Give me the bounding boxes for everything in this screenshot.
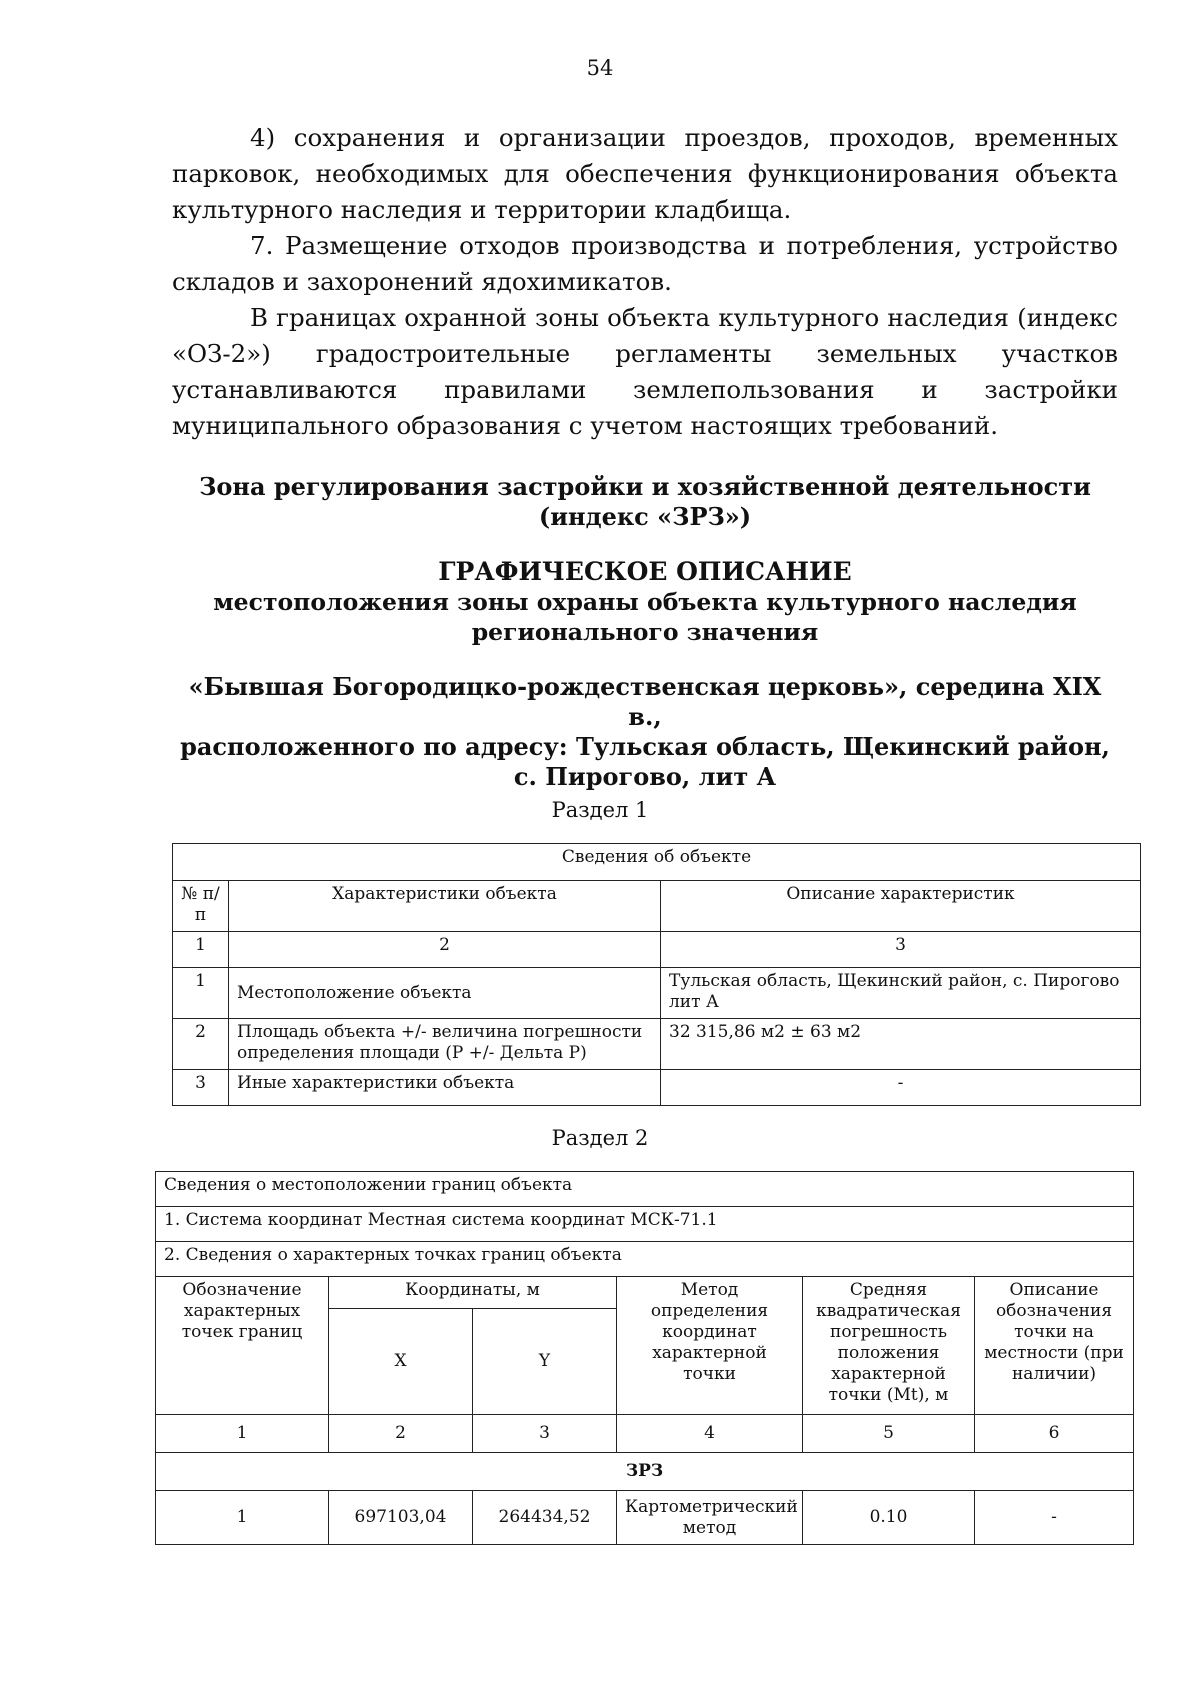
x-coordinate: 697103,04 (329, 1491, 473, 1545)
column-header: Описание обозначения точки на местности (при наличии) (975, 1277, 1134, 1415)
section-2-label: Раздел 2 (551, 1126, 649, 1150)
section-1-label: Раздел 1 (551, 798, 649, 822)
column-number: 6 (975, 1415, 1134, 1453)
column-number: 1 (156, 1415, 329, 1453)
column-header: Характеристики объекта (229, 881, 661, 932)
table-row (173, 968, 1141, 1019)
characteristic-value: Тульская область, Щекинский район, с. Пирогово лит А (661, 968, 1141, 1019)
row-number: 2 (173, 1019, 229, 1070)
graphic-subtitle-line: регионального значения (471, 618, 819, 646)
zone-heading (172, 472, 1118, 532)
point-description: - (975, 1491, 1134, 1545)
table-row (173, 1070, 1141, 1106)
column-header: № п/п (173, 881, 229, 932)
table-row (173, 1019, 1141, 1070)
body-text (172, 120, 1118, 444)
column-number: 3 (473, 1415, 617, 1453)
table-section-row: 1. Система координат Местная система координат МСК-71.1 (156, 1207, 1134, 1242)
column-number: 1 (173, 932, 229, 968)
zone-label: ЗРЗ (156, 1453, 1134, 1491)
x-header: X (329, 1309, 473, 1415)
table-row (156, 1491, 1134, 1545)
y-coordinate: 264434,52 (473, 1491, 617, 1545)
column-header: Обозначение характерных точек границ (156, 1277, 329, 1415)
boundary-points-table (155, 1171, 1134, 1545)
coordinates-header: Координаты, м (329, 1277, 617, 1309)
column-number: 2 (229, 932, 661, 968)
object-heading (172, 672, 1118, 792)
table-title: Сведения об объекте (173, 844, 1141, 881)
table-section-row: Сведения о местоположении границ объекта (156, 1172, 1134, 1207)
column-header: Метод определения координат характерной точки (617, 1277, 803, 1415)
object-heading-line: расположенного по адресу: Тульская область, Щекинский район, (180, 732, 1110, 761)
paragraph: В границах охранной зоны объекта культурного наследия (индекс «ОЗ-2») градостроительные регламенты земельных участков устанавливаются правилами землепользования и застройки муниципального образования с учетом настоящих требований. (172, 303, 1118, 440)
column-number: 3 (661, 932, 1141, 968)
characteristic-name: Площадь объекта +/- величина погрешности определения площади (P +/- Дельта P) (229, 1019, 661, 1070)
column-number: 2 (329, 1415, 473, 1453)
zone-heading-line: Зона регулирования застройки и хозяйственной деятельности (199, 472, 1091, 501)
characteristic-value: 32 315,86 м2 ± 63 м2 (661, 1019, 1141, 1070)
column-number: 4 (617, 1415, 803, 1453)
characteristic-value: - (661, 1070, 1141, 1106)
object-heading-line: с. Пирогово, лит А (513, 762, 777, 791)
object-info-table (172, 843, 1141, 1106)
y-header: Y (473, 1309, 617, 1415)
column-header: Средняя квадратическая погрешность положения характерной точки (Mt), м (803, 1277, 975, 1415)
paragraph: 4) сохранения и организации проездов, проходов, временных парковок, необходимых для обеспечения функционирования объекта культурного наследия и территории кладбища. (172, 123, 1118, 224)
table-section-row: 2. Сведения о характерных точках границ объекта (156, 1242, 1134, 1277)
graphic-subtitle-line: местоположения зоны охраны объекта культурного наследия (213, 588, 1077, 616)
row-number: 3 (173, 1070, 229, 1106)
page-number: 54 (586, 56, 614, 80)
point-id: 1 (156, 1491, 329, 1545)
characteristic-name: Иные характеристики объекта (229, 1070, 661, 1106)
graphic-description-subtitle (172, 587, 1118, 647)
row-number: 1 (173, 968, 229, 1019)
column-header: Описание характеристик (661, 881, 1141, 932)
column-number: 5 (803, 1415, 975, 1453)
graphic-description-title: ГРАФИЧЕСКОЕ ОПИСАНИЕ (438, 557, 852, 586)
mean-error: 0.10 (803, 1491, 975, 1545)
object-heading-line: «Бывшая Богородицко-рождественская церковь», середина XIX в., (188, 672, 1102, 731)
characteristic-name: Местоположение объекта (229, 968, 661, 1019)
zone-heading-line: (индекс «ЗРЗ») (538, 502, 752, 531)
method: Картометрический метод (617, 1491, 803, 1545)
paragraph: 7. Размещение отходов производства и потребления, устройство складов и захоронений ядохимикатов. (172, 231, 1118, 296)
